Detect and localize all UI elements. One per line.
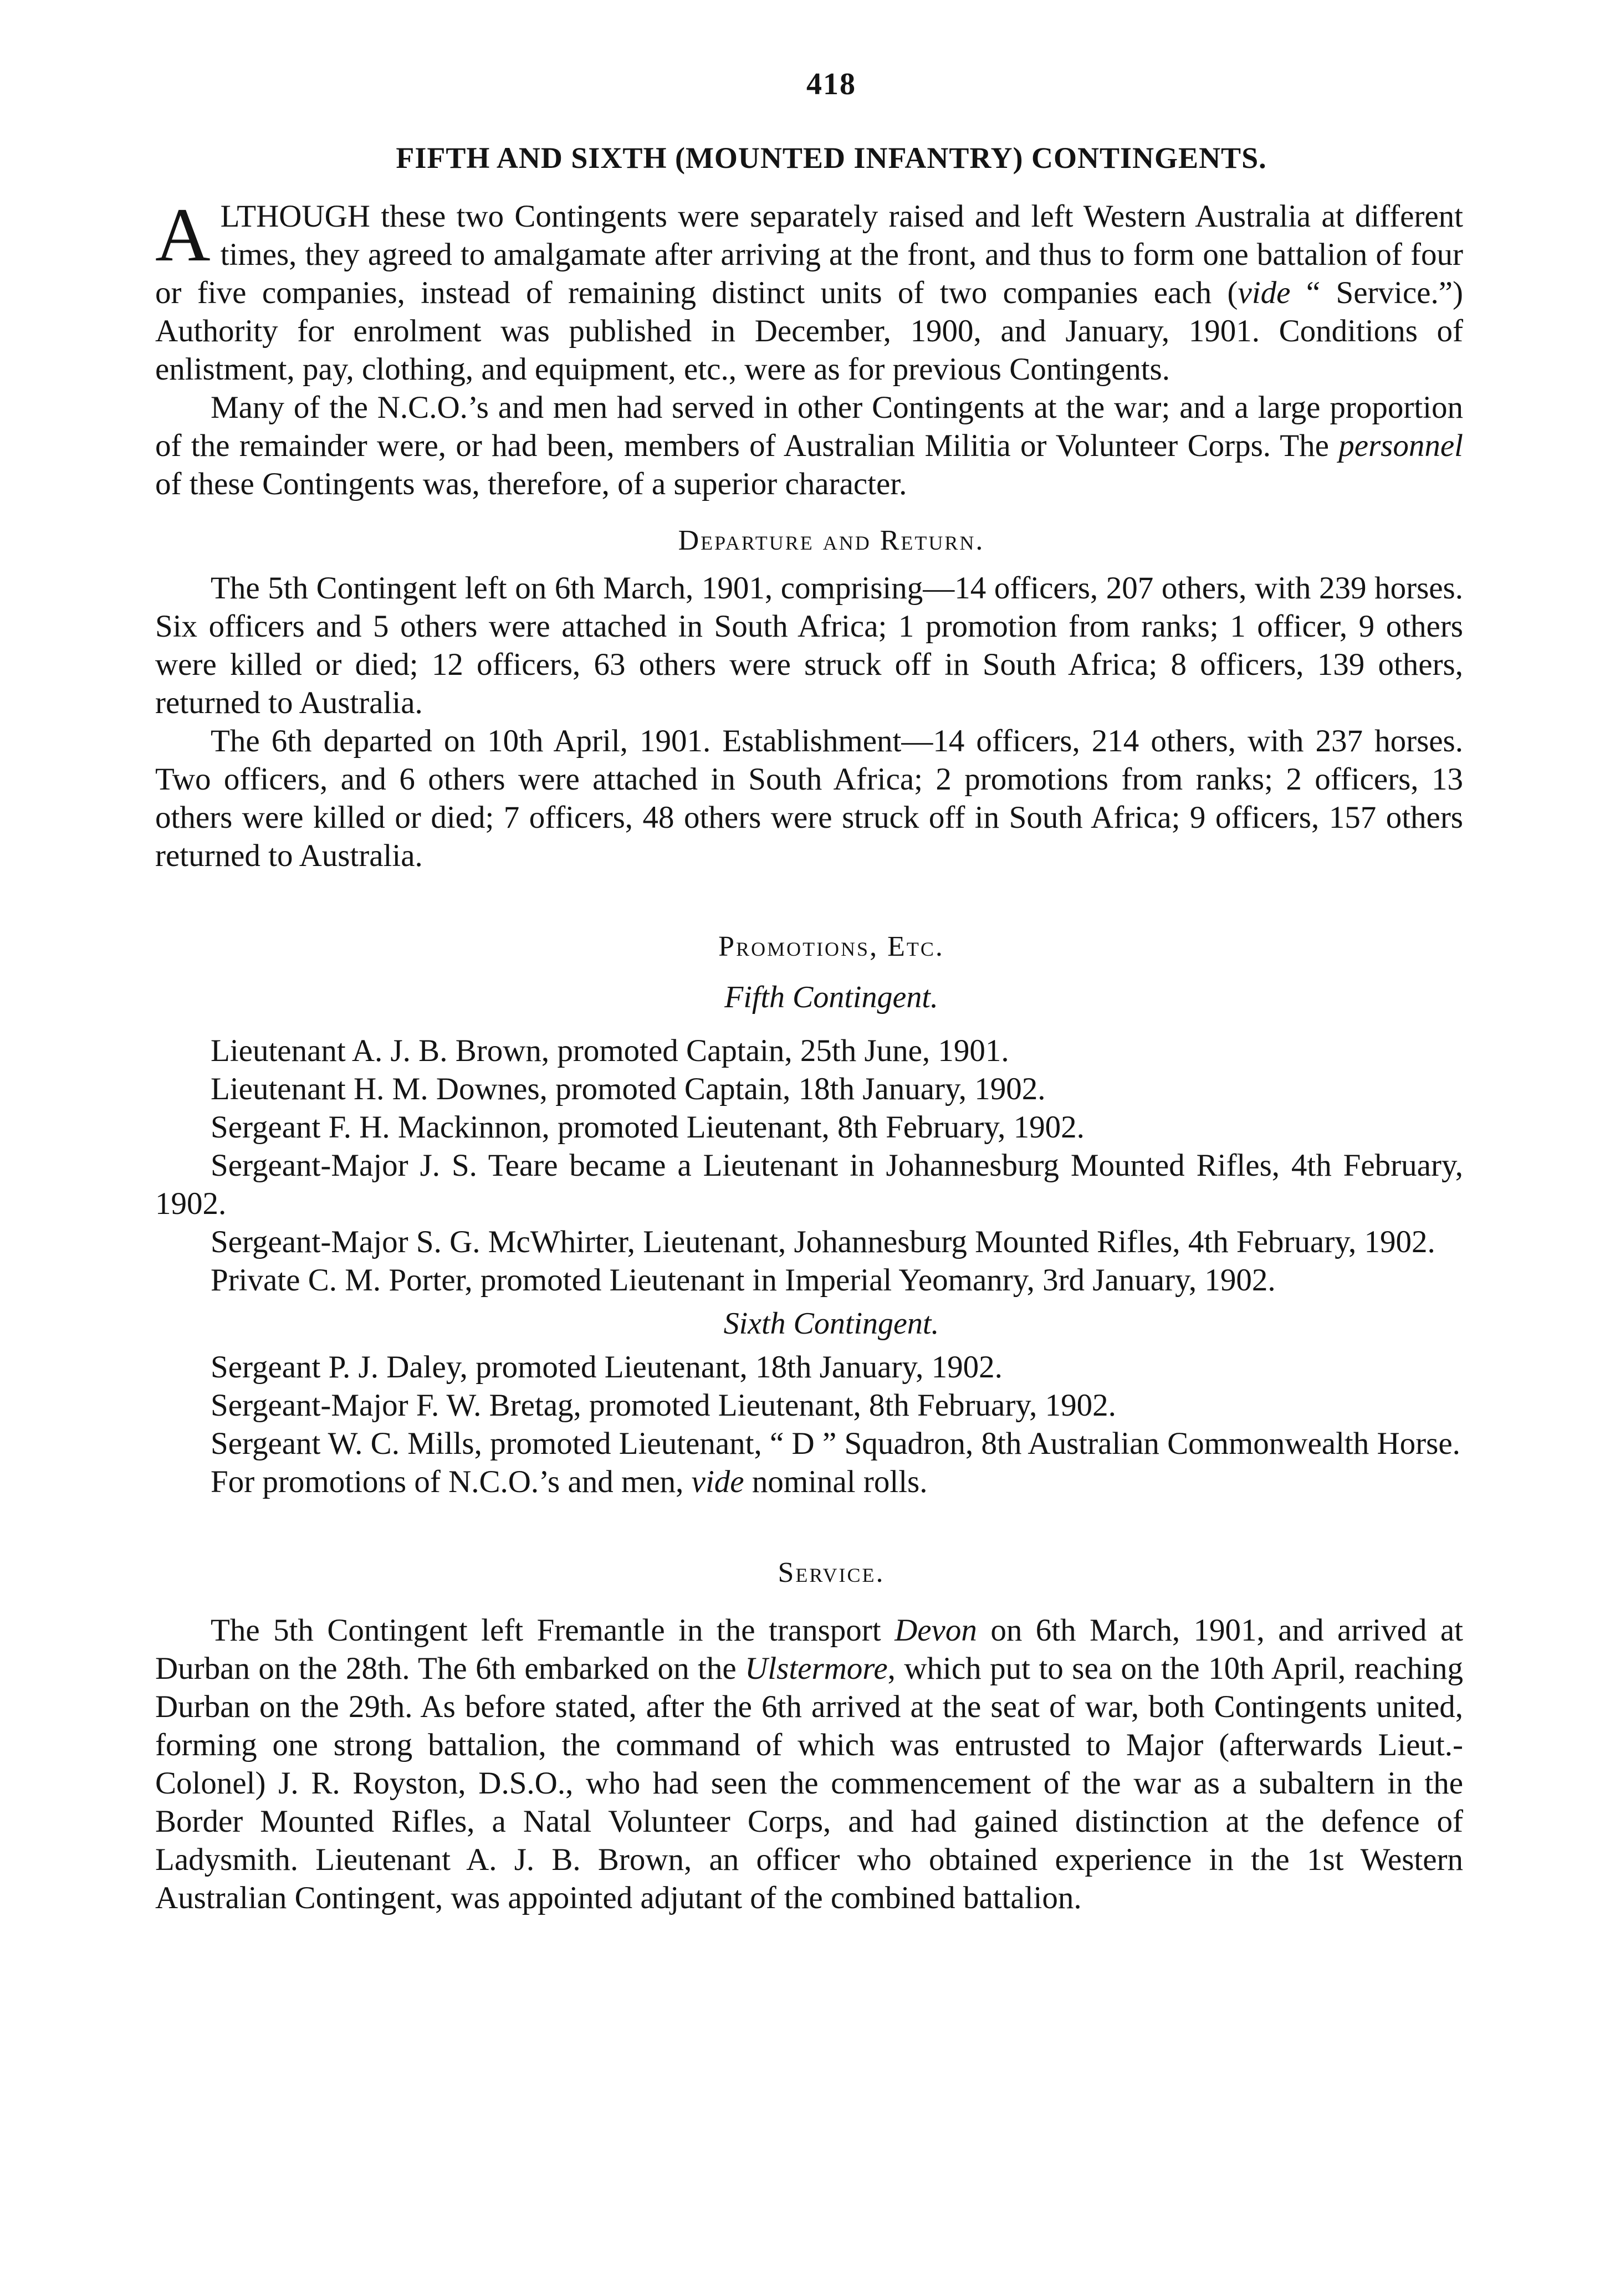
ship-ulstermore: Ulstermore (745, 1651, 888, 1686)
promotion-entry: Sergeant F. H. Mackinnon, promoted Lieutenant, 8th February, 1902. (211, 1110, 1085, 1145)
nominal-rolls-note (155, 1463, 1463, 1501)
departure-paragraph-6th: The 6th departed on 10th April, 1901. Establishment—14 officers, 214 others, with 237 horses. Two officers, and 6 others were attached in South Africa; 2 promotions from ranks; 2 officers, 13 others were killed or died; 7 officers, 48 others were struck off in South Africa; 9 officers, 157 others returned to Australia. (155, 724, 1463, 873)
document-page (155, 66, 1463, 1917)
rolls-text-a: For promotions of N.C.O.’s and men, (211, 1464, 692, 1499)
page-title: FIFTH AND SIXTH (MOUNTED INFANTRY) CONTINGENTS. (396, 141, 1267, 175)
service-text-c: , which put to sea on the 10th April, reaching Durban on the 29th. As before stated, after the 6th arrived at the seat of war, both Contingents united, forming one strong battalion, the command of which was entrusted to Major (afterwards Lieut.-Colonel) J. R. Royston, D.S.O., who had seen the commencement of the war as a subaltern in the Border Mounted Rifles, a Natal Volunteer Corps, and had gained distinction at the defence of Ladysmith. Lieutenant A. J. B. Brown, an officer who obtained experience in the 1st Western Australian Contingent, was appointed adjutant of the combined battalion. (155, 1651, 1463, 1915)
ship-devon: Devon (894, 1613, 977, 1648)
promotions-heading: Promotions, Etc. (718, 931, 944, 962)
promotion-entry: Sergeant W. C. Mills, promoted Lieutenant, “ D ” Squadron, 8th Australian Commonwealth Horse. (211, 1426, 1460, 1461)
vide-italic: vide (1238, 275, 1291, 310)
service-paragraph (155, 1611, 1463, 1917)
vide-italic: vide (691, 1464, 744, 1499)
promotion-entry: Lieutenant H. M. Downes, promoted Captain, 18th January, 1902. (211, 1072, 1046, 1106)
fifth-contingent-heading: Fifth Contingent. (724, 980, 938, 1014)
promotion-entry: Sergeant-Major S. G. McWhirter, Lieutenant, Johannesburg Mounted Rifles, 4th February, 1902. (211, 1224, 1435, 1259)
service-text-a: The 5th Contingent left Fremantle in the transport (211, 1613, 895, 1648)
rolls-text-b: nominal rolls. (744, 1464, 928, 1499)
page-number: 418 (806, 67, 856, 101)
drop-cap: A (155, 192, 211, 277)
intro-first-word: LTHOUGH (220, 199, 370, 234)
promotion-entry: Private C. M. Porter, promoted Lieutenant in Imperial Yeomanry, 3rd January, 1902. (211, 1263, 1276, 1298)
service-text-b: on 6th March, 1901, and arrived at Durban on the 28th. The 6th embarked on the (155, 1613, 1463, 1686)
departure-heading: Departure and Return. (678, 525, 985, 556)
intro-paragraph-1 (155, 192, 1464, 388)
promotion-entry: Sergeant-Major F. W. Bretag, promoted Lieutenant, 8th February, 1902. (211, 1388, 1116, 1423)
intro-paragraph-2 (155, 388, 1463, 503)
departure-paragraph-5th: The 5th Contingent left on 6th March, 1901, comprising—14 officers, 207 others, with 239 horses. Six officers and 5 others were attached in South Africa; 1 promotion from ranks; 1 officer, 9 others were killed or died; 12 officers, 63 others were struck off in South Africa; 8 officers, 139 others, returned to Australia. (155, 571, 1463, 720)
intro-p2-text-a: Many of the N.C.O.’s and men had served in other Contingents at the war; and a large proportion of the remainder were, or had been, members of Australian Militia or Volunteer Corps. The (155, 390, 1463, 463)
service-heading: Service. (778, 1557, 885, 1588)
intro-p2-text-b: of these Contingents was, therefore, of a superior character. (155, 467, 907, 501)
intro-text-a: these two Contingents were separately raised and left Western Australia at different times, they agreed to amalgamate after arriving at the front, and thus to form one battalion of four or five companies, instead of remaining distinct units of two companies each ( (155, 199, 1463, 310)
sixth-contingent-heading: Sixth Contingent. (723, 1306, 939, 1341)
promotion-entry: Sergeant P. J. Daley, promoted Lieutenant, 18th January, 1902. (211, 1350, 1003, 1385)
promotion-entry: Lieutenant A. J. B. Brown, promoted Captain, 25th June, 1901. (211, 1033, 1009, 1068)
promotion-entry: Sergeant-Major J. S. Teare became a Lieutenant in Johannesburg Mounted Rifles, 4th February, 1902. (155, 1148, 1463, 1221)
intro-text-b: “ Service.”) Authority for enrolment was published in December, 1900, and January, 1901. Conditions of enlistment, pay, clothing, and equipment, etc., were as for previous Contingents. (155, 275, 1464, 387)
personnel-italic: personnel (1338, 428, 1463, 463)
